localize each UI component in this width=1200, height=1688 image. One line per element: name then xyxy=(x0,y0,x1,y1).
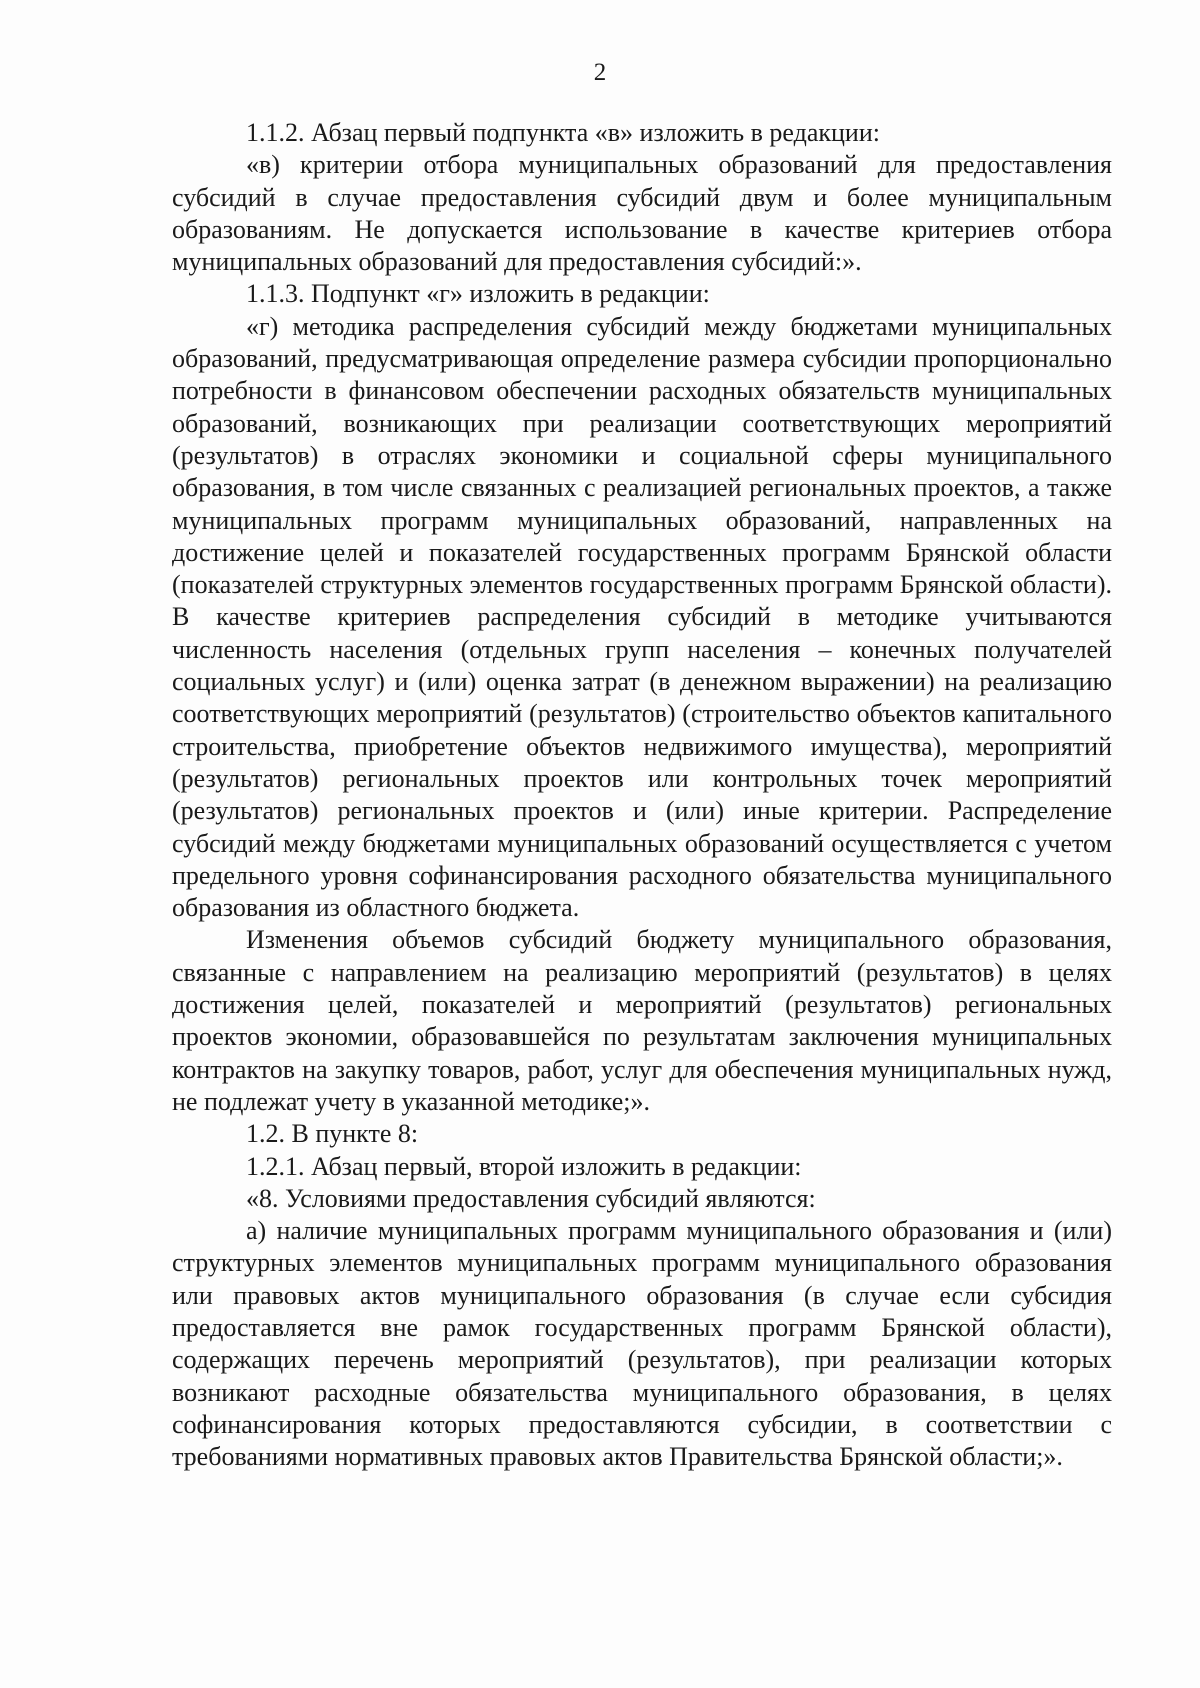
paragraph-1-2-1: 1.2.1. Абзац первый, второй изложить в редакции: xyxy=(246,1151,802,1181)
paragraph-1-1-2: 1.1.2. Абзац первый подпункта «в» изложить в редакции: xyxy=(246,118,880,147)
paragraph-1-1-3: 1.1.3. Подпункт «г» изложить в редакции: xyxy=(246,279,710,309)
paragraph-subsidy-changes: Изменения объемов субсидий бюджету муниципального образования, связанные с направлением на реализацию мероприятий (результатов) в целях достижения целей, показателей и мероприятий (результатов) региональных проектов экономии, образовавшейся по результатам заключения муниципальных контрактов на закупку товаров, работ, услуг для обеспечения муниципальных нужд, не подлежат учету в указанной методике;». xyxy=(172,925,1112,1116)
page-number: 2 xyxy=(593,59,607,86)
paragraph-condition-a: а) наличие муниципальных программ муниципального образования и (или) структурных элементов муниципальных программ муниципального образования или правовых актов муниципального образования (в случае если субсидия предоставляется вне рамок государственных программ Брянской области), содержащих перечень мероприятий (результатов), при реализации которых возникают расходные обязательства муниципального образования, в целях софинансирования которых предоставляются субсидии, в соответствии с требованиями нормативных правовых актов Правительства Брянской области;». xyxy=(172,1216,1112,1472)
paragraph-1-2: 1.2. В пункте 8: xyxy=(246,1119,419,1149)
paragraph-subpoint-g: «г) методика распределения субсидий между бюджетами муниципальных образований, предусматривающая определение размера субсидии пропорционально потребности в финансовом обеспечении расходных обязательств муниципальных образований, возникающих при реализации соответствующих мероприятий (результатов) в отраслях экономики и социальной сферы муниципального образования, в том числе связанных с реализацией региональных проектов, а также муниципальных программ муниципальных образований, направленных на достижение целей и показателей государственных программ Брянской области (показателей структурных элементов государственных программ Брянской области). В качестве критериев распределения субсидий в методике учитываются численность населения (отдельных групп населения – конечных получателей социальных услуг) и (или) оценка затрат (в денежном выражении) на реализацию соответствующих мероприятий (результатов) (строительство объектов капитального строительства, приобретение объектов недвижимого имущества), мероприятий (результатов) региональных проектов или контрольных точек мероприятий (результатов) региональных проектов и (или) иные критерии. Распределение субсидий между бюджетами муниципальных образований осуществляется с учетом предельного уровня софинансирования расходного обязательства муниципального образования из областного бюджета. xyxy=(172,311,1112,923)
document-body xyxy=(172,117,1112,1473)
paragraph-point-8: «8. Условиями предоставления субсидий являются: xyxy=(246,1183,816,1213)
paragraph-subpoint-v: «в) критерии отбора муниципальных образований для предоставления субсидий в случае предоставления субсидий двум и более муниципальным образованиям. Не допускается использование в качестве критериев отбора муниципальных образований для предоставления субсидий:». xyxy=(172,150,1112,277)
